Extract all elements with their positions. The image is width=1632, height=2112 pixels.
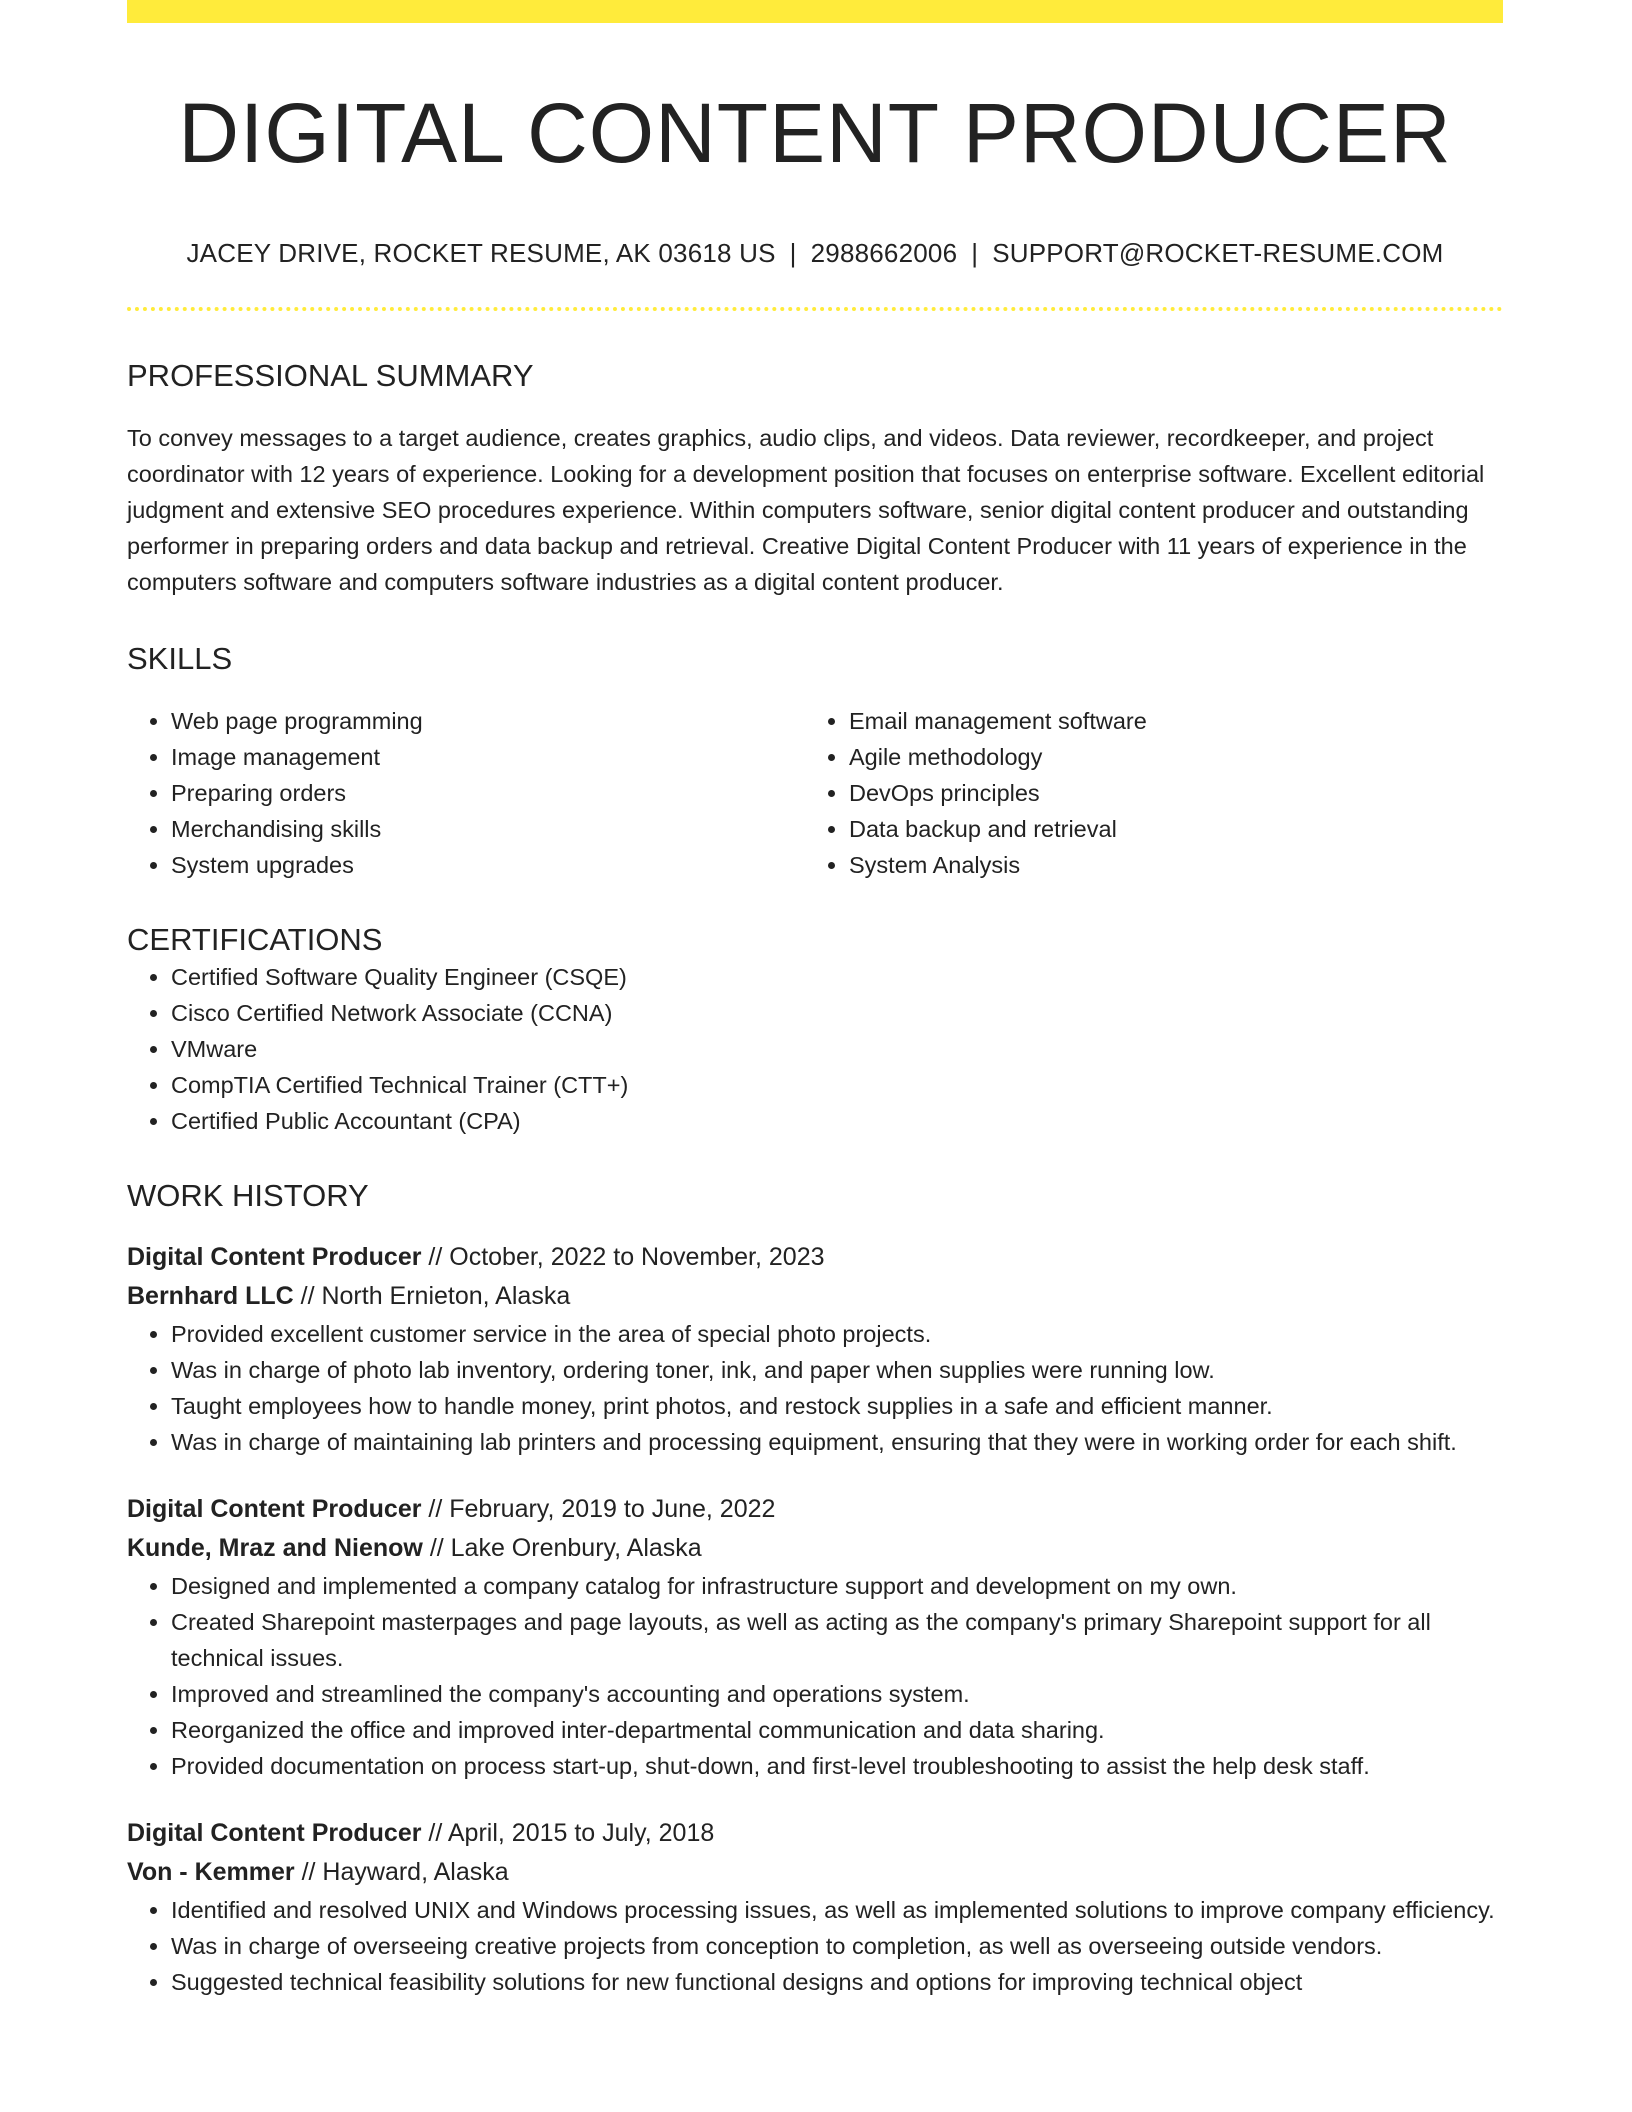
certification-item: • Cisco Certified Network Associate (CCNA) — [171, 995, 1503, 1031]
skills-list-left — [127, 703, 805, 883]
job-title-line — [127, 1238, 1503, 1277]
job-duty: • Designed and implemented a company catalog for infrastructure support and development on my own. — [171, 1568, 1503, 1604]
job-duties-list — [127, 1316, 1503, 1460]
job-duty: • Suggested technical feasibility solutions for new functional designs and options for improving technical object — [171, 1964, 1503, 2000]
job-company-line — [127, 1529, 1503, 1568]
contact-separator: | — [789, 237, 797, 268]
job-duty: • Improved and streamlined the company's accounting and operations system. — [171, 1676, 1503, 1712]
job-company-line — [127, 1277, 1503, 1316]
certifications-heading: CERTIFICATIONS — [127, 922, 383, 958]
contact-email: SUPPORT@ROCKET-RESUME.COM — [992, 237, 1444, 268]
resume-title: DIGITAL CONTENT PRODUCER — [178, 86, 1452, 180]
job-location: // North Ernieton, Alaska — [300, 1281, 571, 1310]
summary-text: To convey messages to a target audience, creates graphics, audio clips, and videos. Data reviewer, recordkeeper, and project coordinator with 12 years of experience. Looking for a development position that focuses on enterprise software. Excellent editorial judgment and extensive SEO procedures experience. Within computers software, senior digital content producer and outstanding performer in preparing orders and data backup and retrieval. Creative Digital Content Producer with 11 years of experience in the computers software and computers software industries as a digital content producer. — [127, 425, 1485, 596]
skill-item: • System Analysis — [849, 847, 1483, 883]
job-entry — [127, 1814, 1503, 2000]
job-title-line — [127, 1814, 1503, 1853]
contact-line — [127, 238, 1503, 269]
job-company: Kunde, Mraz and Nienow — [127, 1533, 423, 1562]
resume-page — [127, 0, 1503, 2000]
job-duty: • Reorganized the office and improved inter-departmental communication and data sharing. — [171, 1712, 1503, 1748]
job-dates: // February, 2019 to June, 2022 — [428, 1494, 776, 1523]
certification-item: • CompTIA Certified Technical Trainer (CTT+) — [171, 1067, 1503, 1103]
job-duty: • Provided documentation on process start-up, shut-down, and first-level troubleshooting to assist the help desk staff. — [171, 1748, 1503, 1784]
job-company: Von - Kemmer — [127, 1857, 295, 1886]
skill-item: • Preparing orders — [171, 775, 805, 811]
dotted-divider — [127, 307, 1503, 311]
certifications-list — [127, 959, 1503, 1139]
skill-item: • System upgrades — [171, 847, 805, 883]
skills-list-right — [805, 703, 1483, 883]
job-duty: • Was in charge of maintaining lab printers and processing equipment, ensuring that they were in working order for each shift. — [171, 1424, 1503, 1460]
contact-separator: | — [971, 237, 979, 268]
job-duty: • Taught employees how to handle money, print photos, and restock supplies in a safe and efficient manner. — [171, 1388, 1503, 1424]
job-title-line — [127, 1490, 1503, 1529]
job-duty: • Provided excellent customer service in the area of special photo projects. — [171, 1316, 1503, 1352]
work-history-heading: WORK HISTORY — [127, 1177, 369, 1213]
job-title: Digital Content Producer — [127, 1242, 422, 1271]
skill-item: • Web page programming — [171, 703, 805, 739]
certification-item: • Certified Public Accountant (CPA) — [171, 1103, 1503, 1139]
job-duty: • Created Sharepoint masterpages and page layouts, as well as acting as the company's primary Sharepoint support for all technical issues. — [171, 1604, 1503, 1676]
skills-column-right — [805, 703, 1483, 883]
job-duty: • Was in charge of overseeing creative projects from conception to completion, as well as overseeing outside vendors. — [171, 1928, 1503, 1964]
certification-item: • VMware — [171, 1031, 1503, 1067]
job-duties-list — [127, 1892, 1503, 2000]
contact-address: JACEY DRIVE, ROCKET RESUME, AK 03618 US — [186, 237, 776, 268]
job-duties-list — [127, 1568, 1503, 1784]
summary-heading: PROFESSIONAL SUMMARY — [127, 357, 534, 393]
job-duty: • Was in charge of photo lab inventory, ordering toner, ink, and paper when supplies were running low. — [171, 1352, 1503, 1388]
skills-heading: SKILLS — [127, 641, 233, 677]
job-company: Bernhard LLC — [127, 1281, 294, 1310]
certification-item: • Certified Software Quality Engineer (CSQE) — [171, 959, 1503, 995]
job-dates: // October, 2022 to November, 2023 — [428, 1242, 825, 1271]
skills-column-left — [127, 703, 805, 883]
job-location: // Hayward, Alaska — [301, 1857, 509, 1886]
job-entry — [127, 1490, 1503, 1784]
skill-item: • Email management software — [849, 703, 1483, 739]
job-company-line — [127, 1853, 1503, 1892]
job-location: // Lake Orenbury, Alaska — [429, 1533, 702, 1562]
job-title: Digital Content Producer — [127, 1494, 422, 1523]
skills-grid — [127, 703, 1503, 883]
skill-item: • Agile methodology — [849, 739, 1483, 775]
job-title: Digital Content Producer — [127, 1818, 422, 1847]
job-duty: • Identified and resolved UNIX and Windows processing issues, as well as implemented solutions to improve company efficiency. — [171, 1892, 1503, 1928]
skill-item: • DevOps principles — [849, 775, 1483, 811]
job-dates: // April, 2015 to July, 2018 — [428, 1818, 715, 1847]
skill-item: • Image management — [171, 739, 805, 775]
skill-item: • Merchandising skills — [171, 811, 805, 847]
job-entry — [127, 1238, 1503, 1460]
top-accent-bar — [127, 0, 1503, 23]
contact-phone: 2988662006 — [810, 237, 958, 268]
skill-item: • Data backup and retrieval — [849, 811, 1483, 847]
